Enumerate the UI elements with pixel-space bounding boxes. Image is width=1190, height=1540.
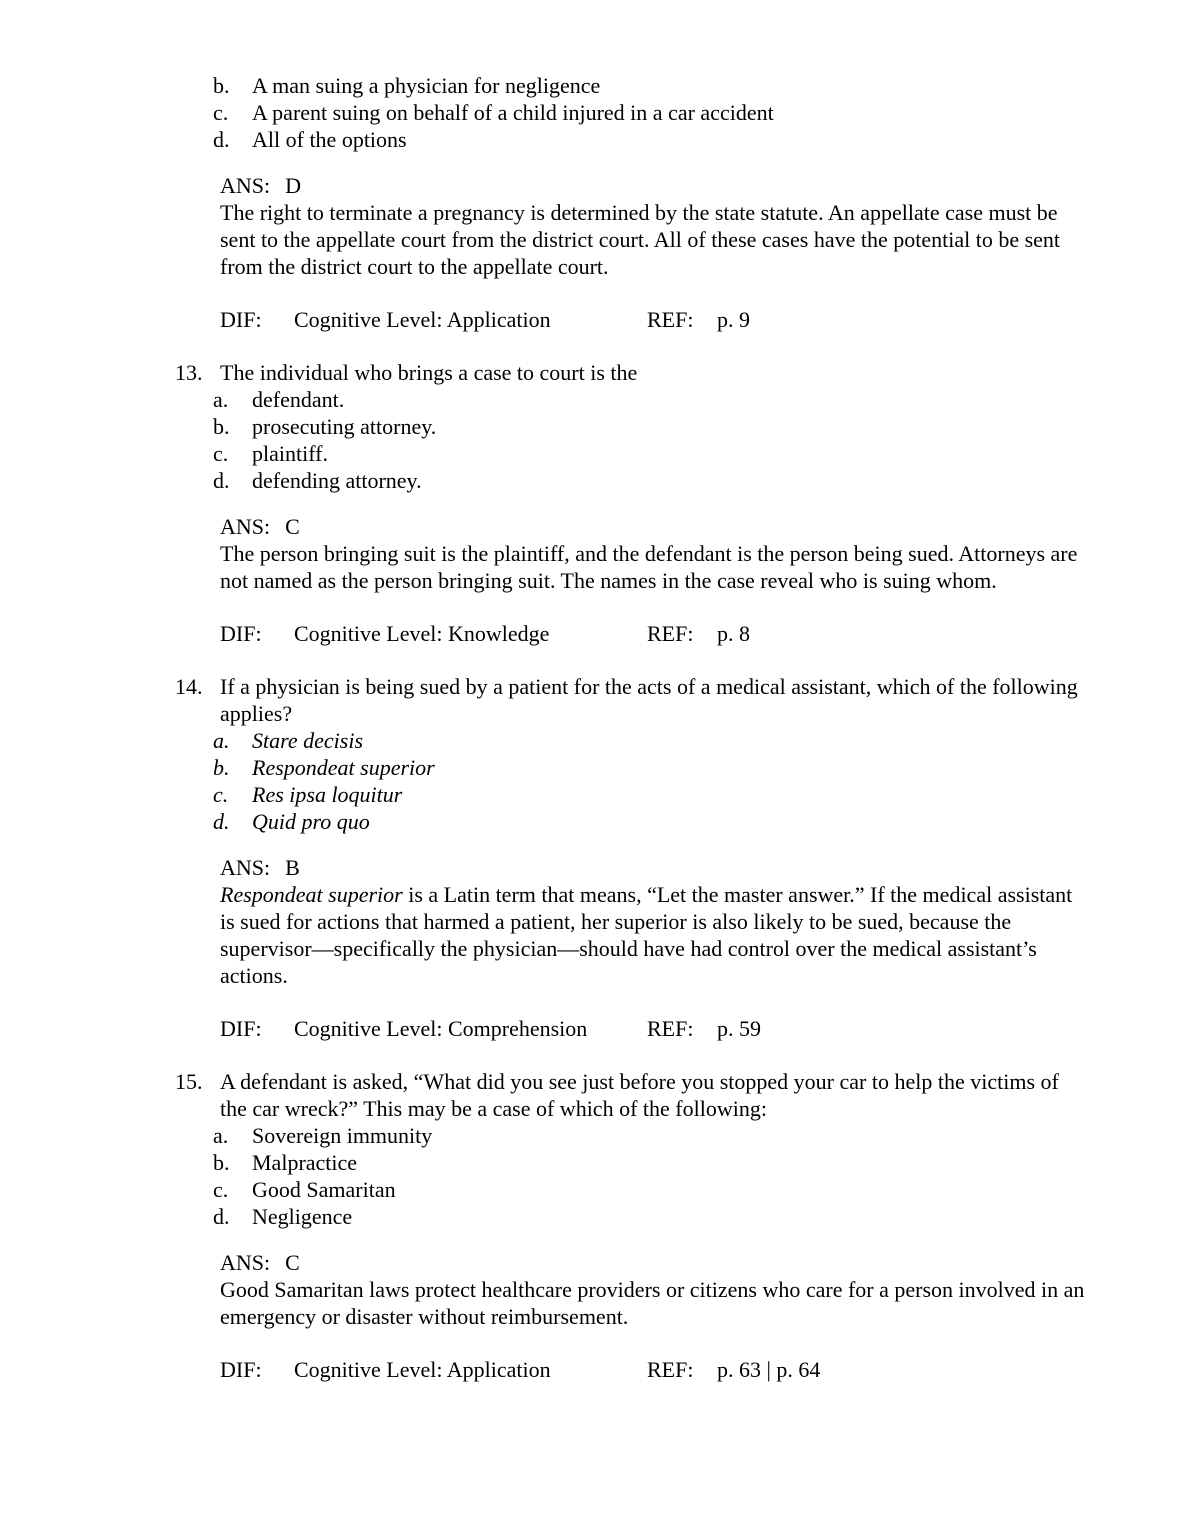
option-letter: d. [213, 1204, 230, 1229]
option-letter: a. [213, 1123, 229, 1148]
option-row [0, 727, 1190, 754]
dif-line [220, 620, 1190, 647]
question-number: 15. [175, 1069, 203, 1094]
dif-value: Cognitive Level: Comprehension [294, 1016, 588, 1041]
rationale-rest: is a Latin term that means, “Let the master answer.” If the medical assistant is sued for actions that harmed a patient, her superior is also likely to be sued, because the supervisor—specifically the physician—should have had control over the medical assistant’s actions. [220, 882, 1073, 988]
option-letter: c. [213, 441, 229, 466]
option-row [0, 781, 1190, 808]
rationale-italic-lead: Respondeat superior [220, 882, 403, 907]
ref-value: p. 63 | p. 64 [717, 1357, 821, 1382]
question-number: 13. [175, 360, 203, 385]
option-letter: b. [213, 73, 230, 98]
question-number: 14. [175, 674, 203, 699]
dif-label: DIF: [220, 307, 262, 332]
option-row [0, 467, 1190, 494]
option-text: Quid pro quo [252, 809, 370, 834]
option-letter: d. [213, 809, 230, 834]
option-letter: d. [213, 468, 230, 493]
answer-label: ANS: [220, 1250, 271, 1275]
question-text: The individual who brings a case to court is the [220, 360, 638, 385]
dif-line [220, 1356, 1190, 1383]
option-text: Good Samaritan [252, 1177, 396, 1202]
question-block-15 [0, 1068, 1190, 1383]
option-row [0, 808, 1190, 835]
option-text: plaintiff. [252, 441, 328, 466]
option-row [0, 99, 1190, 126]
answer-label: ANS: [220, 855, 271, 880]
answer-value: C [285, 514, 300, 539]
option-text: defendant. [252, 387, 345, 412]
answer-value: B [285, 855, 300, 880]
answer-label: ANS: [220, 514, 271, 539]
option-text: Res ipsa loquitur [252, 782, 403, 807]
dif-label: DIF: [220, 621, 262, 646]
option-letter: c. [213, 782, 229, 807]
option-row [0, 1149, 1190, 1176]
option-row [0, 1203, 1190, 1230]
option-row [0, 754, 1190, 781]
option-text: prosecuting attorney. [252, 414, 437, 439]
question-block-14 [0, 673, 1190, 1042]
ref-value: p. 9 [717, 307, 750, 332]
ref-value: p. 59 [717, 1016, 761, 1041]
option-text: Stare decisis [252, 728, 363, 753]
dif-line [220, 306, 1190, 333]
ref-label: REF: [647, 621, 694, 646]
dif-value: Cognitive Level: Application [294, 1357, 551, 1382]
rationale-text: The right to terminate a pregnancy is determined by the state statute. An appellate case must be sent to the appellate court from the district court. All of these cases have the potential to be sent from the district court to the appellate court. [220, 200, 1061, 279]
dif-value: Cognitive Level: Application [294, 307, 551, 332]
option-letter: c. [213, 1177, 229, 1202]
option-text: Malpractice [252, 1150, 358, 1175]
ref-value: p. 8 [717, 621, 750, 646]
question-block-fragment [0, 72, 1190, 333]
answer-line [220, 172, 1190, 199]
rationale-text [220, 881, 1088, 989]
answer-value: C [285, 1250, 300, 1275]
question-text: A defendant is asked, “What did you see just before you stopped your car to help the victims of the car wreck?” This may be a case of which of the following: [220, 1069, 1059, 1121]
dif-line [220, 1015, 1190, 1042]
option-letter: b. [213, 755, 230, 780]
ref-label: REF: [647, 1016, 694, 1041]
dif-label: DIF: [220, 1357, 262, 1382]
option-text: Sovereign immunity [252, 1123, 433, 1148]
option-row [0, 126, 1190, 153]
answer-line [220, 1249, 1190, 1276]
option-row [0, 440, 1190, 467]
rationale-text: The person bringing suit is the plaintiff, and the defendant is the person being sued. Attorneys are not named as the person bringing suit. The names in the case reveal who is suing whom. [220, 541, 1078, 593]
ref-label: REF: [647, 1357, 694, 1382]
option-letter: c. [213, 100, 229, 125]
option-row [0, 413, 1190, 440]
option-letter: a. [213, 387, 229, 412]
option-row [0, 1176, 1190, 1203]
answer-label: ANS: [220, 173, 271, 198]
answer-line [220, 513, 1190, 540]
option-letter: b. [213, 414, 230, 439]
question-header [0, 673, 1190, 727]
question-header [0, 1068, 1190, 1122]
question-text: If a physician is being sued by a patient for the acts of a medical assistant, which of the following applies? [220, 674, 1078, 726]
option-row [0, 1122, 1190, 1149]
option-text: All of the options [252, 127, 407, 152]
question-header [0, 359, 1190, 386]
ref-label: REF: [647, 307, 694, 332]
answer-value: D [285, 173, 302, 198]
option-letter: b. [213, 1150, 230, 1175]
option-letter: a. [213, 728, 230, 753]
rationale-text: Good Samaritan laws protect healthcare providers or citizens who care for a person involved in an emergency or disaster without reimbursement. [220, 1277, 1085, 1329]
option-text: Negligence [252, 1204, 353, 1229]
option-text: Respondeat superior [252, 755, 435, 780]
option-letter: d. [213, 127, 230, 152]
dif-label: DIF: [220, 1016, 262, 1041]
answer-line [220, 854, 1190, 881]
option-text: A parent suing on behalf of a child injured in a car accident [252, 100, 774, 125]
option-text: defending attorney. [252, 468, 422, 493]
question-block-13 [0, 359, 1190, 647]
option-row [0, 72, 1190, 99]
option-text: A man suing a physician for negligence [252, 73, 601, 98]
option-row [0, 386, 1190, 413]
dif-value: Cognitive Level: Knowledge [294, 621, 550, 646]
